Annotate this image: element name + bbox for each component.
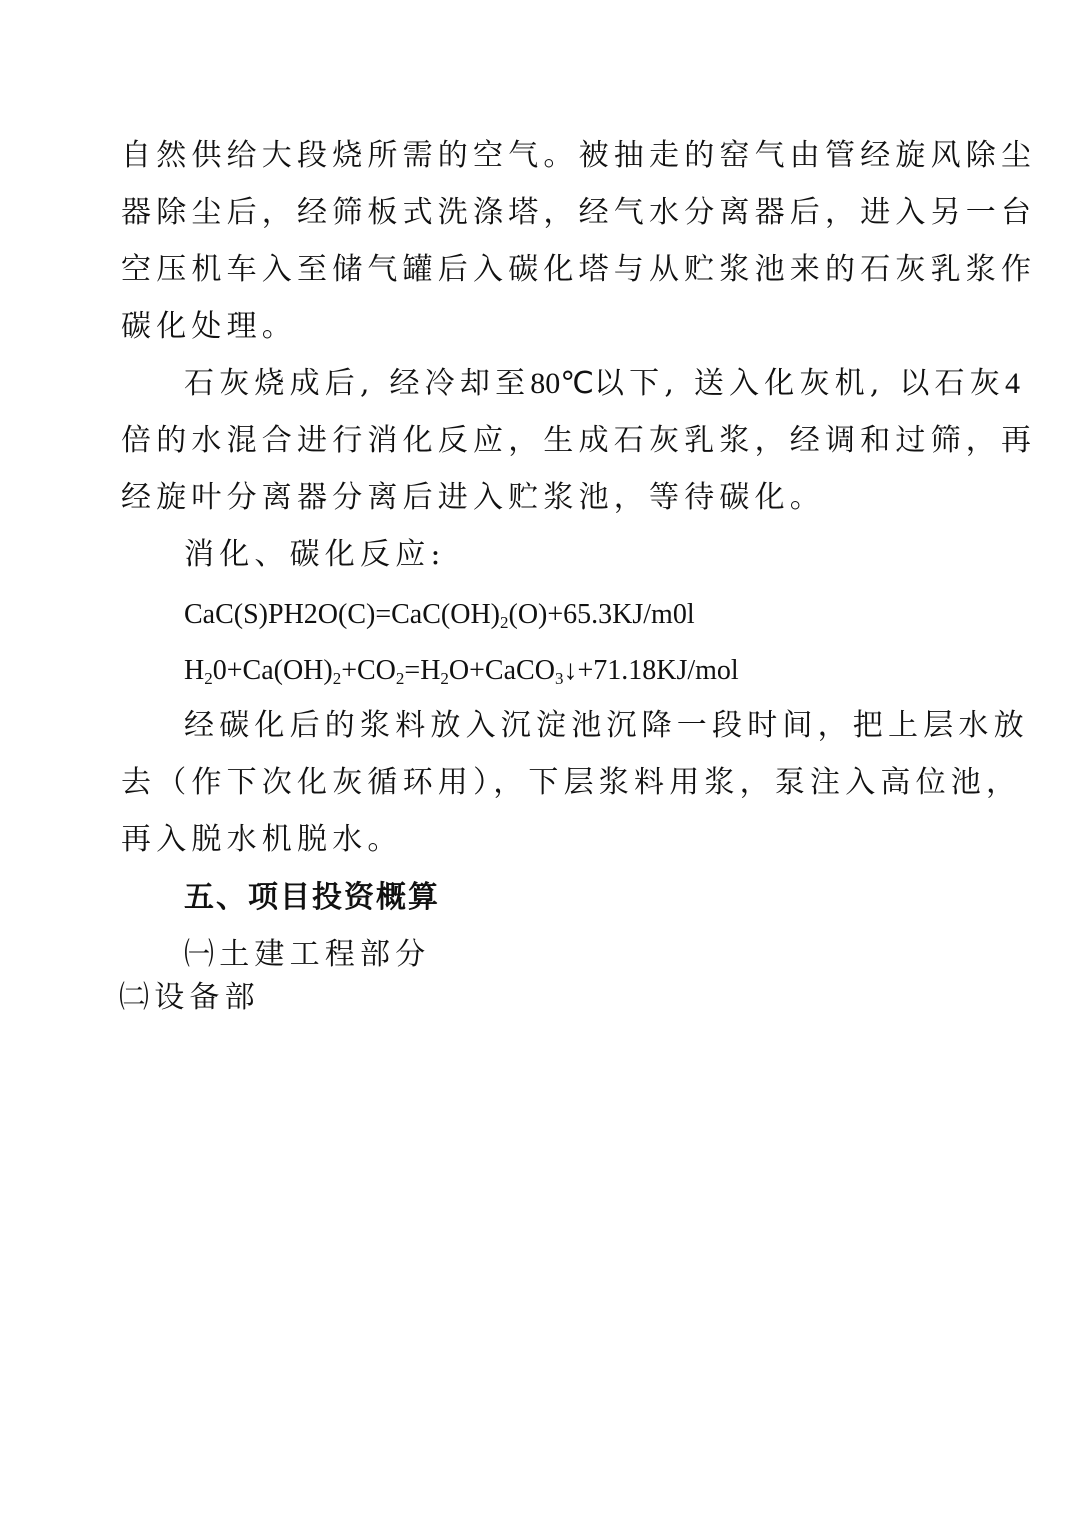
subsection-2-heading: ㈡设备部 (119, 980, 260, 1015)
formula-2-subscript-4: 2 (440, 669, 449, 688)
paragraph-2-text-b: 以下, 送入化灰机, 以石灰 (593, 366, 1005, 401)
formula-2-part-2: 0+Ca(OH) (212, 655, 333, 686)
paragraph-2-line-2: 倍的水混合进行消化反应，生成石灰乳浆，经调和过筛，再 (121, 423, 1037, 458)
paragraph-3-line-1: 经碳化后的浆料放入沉淀池沉降一段时间，把上层水放 (184, 708, 1029, 743)
reaction-label: 消化、碳化反应: (184, 537, 446, 572)
formula-2-part-3: +CO (341, 655, 396, 686)
paragraph-2-line-1 (184, 364, 1020, 404)
formula-2-subscript-5: 3 (554, 669, 564, 688)
subsection-1-heading: ㈠土建工程部分 (184, 937, 431, 972)
paragraph-1-line-2: 器除尘后，经筛板式洗涤塔，经气水分离器后，进入另一台 (121, 195, 1037, 230)
formula-2-subscript-3: 2 (395, 669, 405, 688)
formula-1-subscript-1: 2 (500, 613, 509, 632)
paragraph-3-line-3: 再入脱水机脱水。 (121, 822, 403, 857)
formula-1-part-2: (O)+65.3KJ/m0l (508, 599, 695, 630)
paragraph-1-line-3: 空压机车入至储气罐后入碳化塔与从贮浆池来的石灰乳浆作 (121, 252, 1037, 287)
paragraph-2-line-3: 经旋叶分离器分离后进入贮浆池，等待碳化。 (121, 480, 825, 515)
formula-2-subscript-2: 2 (332, 669, 342, 688)
multiplier-value: 4 (1004, 367, 1020, 400)
formula-1 (184, 595, 695, 635)
formula-1-part-1: CaC(S)PH2O(C)=CaC(OH) (184, 599, 500, 630)
paragraph-2-text-a: 石灰烧成后, 经冷却至 (184, 366, 531, 401)
paragraph-3-line-2: 去（作下次化灰循环用），下层浆料用浆，泵注入高位池， (121, 765, 1022, 800)
formula-2-part-1: H (184, 655, 205, 686)
paragraph-1-line-4: 碳化处理。 (121, 309, 297, 344)
formula-2-part-5: O+CaCO (448, 655, 555, 686)
paragraph-1-line-1: 自然供给大段烧所需的空气。被抽走的窑气由管经旋风除尘 (121, 138, 1037, 173)
temperature-value: 80℃ (530, 367, 594, 400)
section-heading: 五、项目投资概算 (184, 880, 440, 915)
formula-2 (184, 651, 739, 691)
formula-2-part-4: =H (404, 655, 441, 686)
formula-2-subscript-1: 2 (204, 669, 213, 688)
formula-2-part-6: ↓+71.18KJ/mol (563, 655, 739, 686)
